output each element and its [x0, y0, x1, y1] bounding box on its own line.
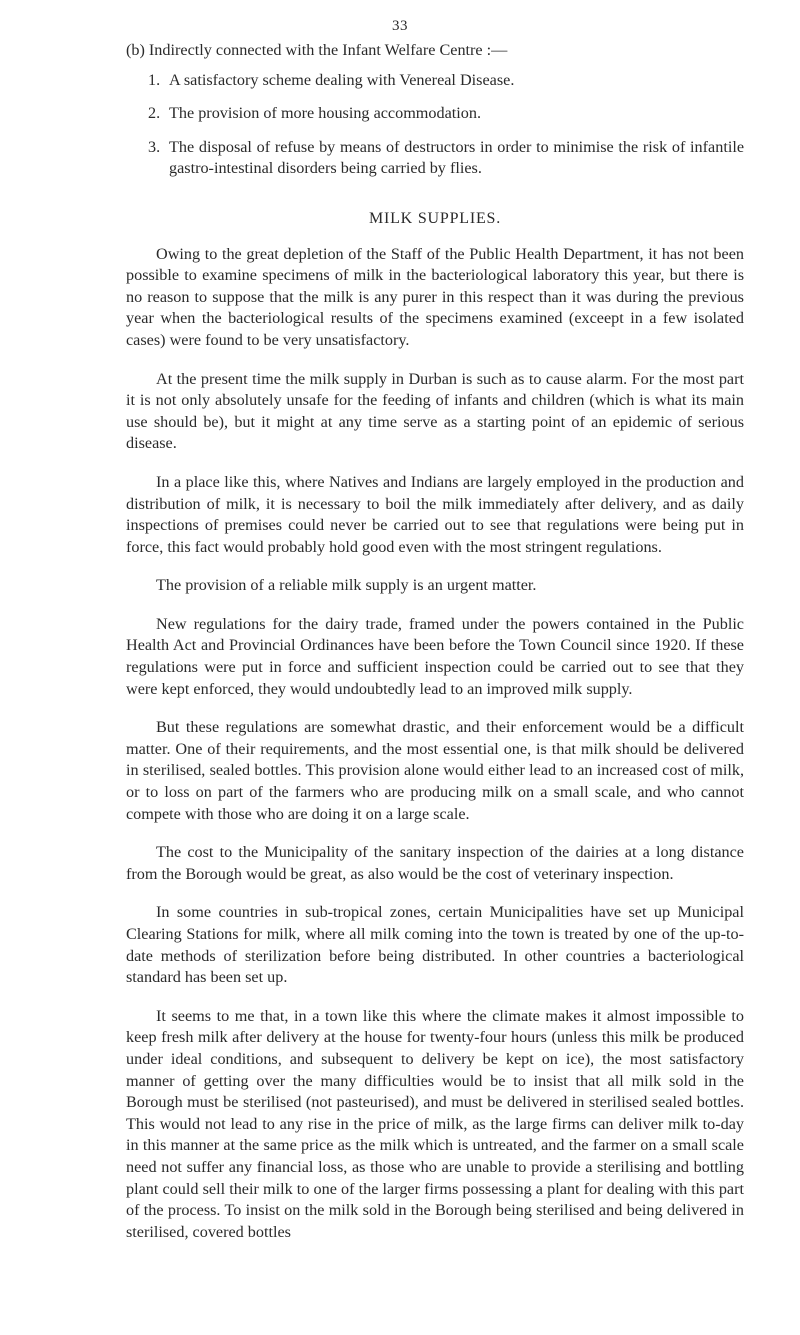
paragraph: But these regulations are somewhat drastic, and their enforcement would be a difficult matter. One of their requirements, and the most essential one, is that milk should be delivered in sterilised, sealed bottles. This provision alone would either lead to an increased cost of milk, or to loss on part of the farmers who are producing milk on a small scale, and who cannot compete with those who are doing it on a large scale.: [126, 718, 744, 823]
page-body: [126, 40, 744, 1260]
list-item-number: 2.: [148, 104, 161, 123]
list-item: [148, 70, 744, 92]
section-heading: MILK SUPPLIES.: [368, 209, 502, 227]
paragraph: In a place like this, where Natives and Indians are largely employed in the production and distribution of milk, it is necessary to boil the milk immediately after delivery, and as daily inspections of premises could never be carried out to see that regulations were being put in force, this fact would probably hold good even with the most stringent regulations.: [126, 472, 744, 556]
list-item: [148, 103, 744, 125]
paragraph: Owing to the great depletion of the Staff of the Public Health Department, it has not been possible to examine specimens of milk in the bacteriological laboratory this year, but there is no reason to suppose that the milk is any purer in this respect than it was during the previous year when the bacteriological results of the specimens examined (exceept in a few isolated cases) were found to be very unsatisfactory.: [126, 244, 744, 349]
paragraph: The cost to the Municipality of the sanitary inspection of the dairies at a long distance from the Borough would be great, as also would be the cost of veterinary inspection.: [126, 843, 744, 883]
paragraph: It seems to me that, in a town like this where the climate makes it almost impossible to keep fresh milk after delivery at the house for twenty-four hours (unless this milk be produced under ideal conditions, and subsequent to delivery be kept on ice), the most satisfactory manner of getting over the many difficulties would be to insist that all milk sold in the Borough must be sterilised (not pasteurised), and must be delivered in sterilised sealed bottles. This would not lead to any rise in the price of milk, as the large firms can deliver milk to-day in this manner at the same price as the milk which is untreated, and the farmer on a small scale need not suffer any financial loss, as those who are unable to provide a sterilising and bottling plant could sell their milk to one of the larger firms possessing a plant for dealing with this part of the process. To insist on the milk sold in the Borough being sterilised and being delivered in sterilised, covered bottles: [126, 1006, 744, 1241]
list-item-text: The disposal of refuse by means of destructors in order to minimise the risk of infantile gastro-intestinal disorders being carried by flies.: [169, 137, 744, 178]
list-item-number: 3.: [148, 137, 161, 156]
list-item-text: A satisfactory scheme dealing with Venereal Disease.: [169, 70, 515, 89]
paragraph: In some countries in sub-tropical zones, certain Municipalities have set up Municipal Clearing Stations for milk, where all milk coming into the town is treated by one of the up-to-date methods of sterilization before being distributed. In other countries a bacteriological standard has been set up.: [126, 903, 744, 987]
list-intro: (b) Indirectly connected with the Infant Welfare Centre :—: [126, 41, 508, 59]
paragraph: At the present time the milk supply in Durban is such as to cause alarm. For the most part it is not only absolutely unsafe for the feeding of infants and children (which is what its main use should be), but it might at any time serve as a starting point of an epidemic of serious disease.: [126, 369, 744, 453]
paragraph: New regulations for the dairy trade, framed under the powers contained in the Public Health Act and Provincial Ordinances have been before the Town Council since 1920. If these regulations were put in force and sufficient inspection could be carried out to see that they were kept enforced, they would undoubtedly lead to an improved milk supply.: [126, 614, 744, 698]
list-item-number: 1.: [148, 70, 161, 89]
list-item-text: The provision of more housing accommodation.: [169, 104, 481, 123]
page-number: 33: [392, 18, 408, 34]
recommendations-list: [126, 70, 744, 180]
list-item: [148, 137, 744, 180]
paragraph: The provision of a reliable milk supply is an urgent matter.: [156, 576, 537, 595]
